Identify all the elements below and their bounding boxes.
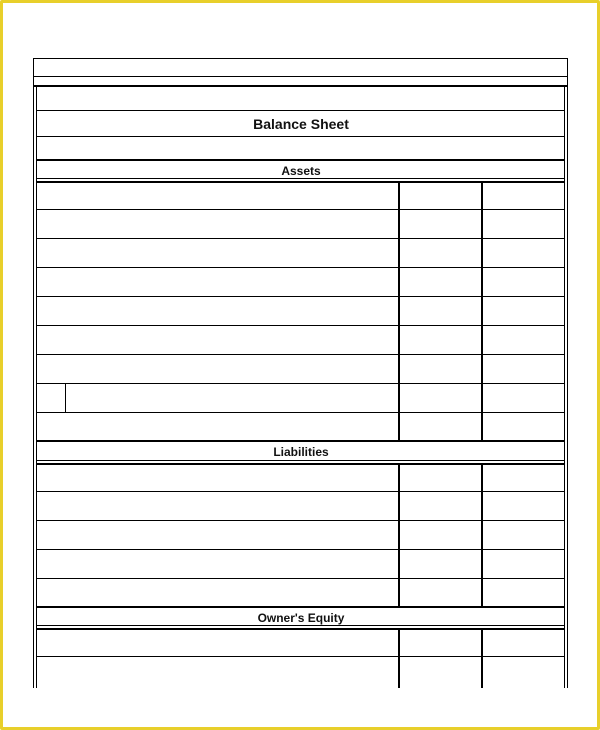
column-divider <box>398 628 400 688</box>
header-rule <box>33 76 568 77</box>
assets-row-rule <box>36 181 565 183</box>
assets-row-rule <box>36 440 565 442</box>
inner-border-right <box>564 86 565 688</box>
column-divider <box>481 463 483 607</box>
column-divider <box>398 181 400 440</box>
assets-row-rule <box>36 209 565 210</box>
liabilities-row-rule <box>36 491 565 492</box>
owners-equity-header: Owner's Equity <box>257 611 345 625</box>
title-row-rule <box>36 110 565 111</box>
outer-border-right <box>567 58 568 688</box>
title-row-rule <box>36 136 565 137</box>
column-divider <box>481 181 483 440</box>
assets-row-rule <box>36 325 565 326</box>
outer-border-top <box>33 58 568 59</box>
liabilities-row-rule <box>36 606 565 608</box>
column-divider <box>398 463 400 607</box>
section-header-rule <box>36 460 565 461</box>
indent-divider <box>65 384 66 412</box>
column-divider <box>481 628 483 688</box>
outer-border-left <box>33 58 34 688</box>
section-header-rule <box>36 625 565 626</box>
header-rule <box>33 85 568 87</box>
liabilities-row-rule <box>36 578 565 579</box>
assets-row-rule <box>36 238 565 239</box>
assets-row-rule <box>36 383 565 384</box>
inner-border-left <box>36 86 37 688</box>
assets-row-rule <box>36 267 565 268</box>
equity-row-rule <box>36 656 565 657</box>
liabilities-row-rule <box>36 520 565 521</box>
document-title: Balance Sheet <box>253 116 349 132</box>
liabilities-header: Liabilities <box>273 445 329 459</box>
section-header-rule <box>36 178 565 179</box>
assets-row-rule <box>36 296 565 297</box>
assets-header: Assets <box>281 164 321 178</box>
liabilities-row-rule <box>36 549 565 550</box>
assets-row-rule <box>36 412 565 413</box>
liabilities-row-rule <box>36 463 565 465</box>
title-row-rule <box>36 159 565 161</box>
equity-row-rule <box>36 628 565 630</box>
assets-row-rule <box>36 354 565 355</box>
